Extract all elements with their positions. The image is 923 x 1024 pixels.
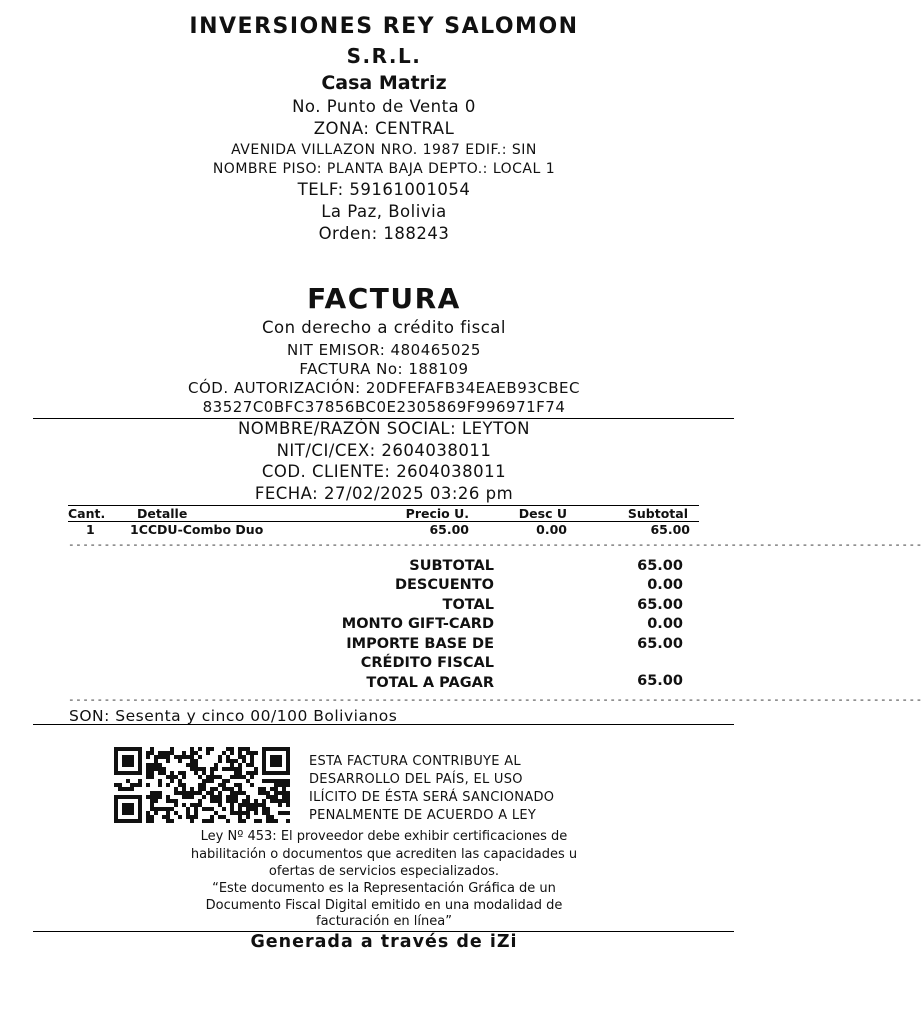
invoice-number: FACTURA No: 188109: [299, 360, 469, 378]
subtotal-value: 65.00: [637, 558, 683, 574]
discount-label: DESCUENTO: [394, 577, 494, 593]
company-name-line1: INVERSIONES REY SALOMON: [189, 14, 579, 39]
law-453-line3: ofertas de servicios especializados.: [268, 864, 500, 879]
company-name-line2: S.R.L.: [346, 44, 422, 68]
amount-in-words: SON: Sesenta y cinco 00/100 Bolivianos: [69, 707, 398, 725]
branch-name: Casa Matriz: [321, 72, 447, 94]
column-header-subtotal: Subtotal: [627, 506, 688, 521]
legal-notice-line: ESTA FACTURA CONTRIBUYE AL: [309, 754, 521, 769]
column-header-qty: Cant.: [68, 506, 106, 521]
item-price: 65.00: [429, 522, 469, 537]
tax-base-label-line1: IMPORTE BASE DE: [346, 636, 494, 652]
invoice-title: FACTURA: [307, 282, 461, 315]
representation-line1: “Este documento es la Representación Gráfica de un: [212, 881, 556, 896]
total-label: TOTAL: [442, 597, 494, 613]
total-to-pay-value: 65.00: [637, 673, 683, 689]
qr-code-icon: [114, 747, 290, 823]
representation-line2: Documento Fiscal Digital emitido en una modalidad de: [205, 898, 563, 913]
item-detail: 1CCDU-Combo Duo: [130, 522, 264, 537]
giftcard-label: MONTO GIFT-CARD: [341, 616, 494, 632]
address-line2: NOMBRE PISO: PLANTA BAJA DEPTO.: LOCAL 1: [212, 161, 556, 177]
dashed-divider: ------------------------------------------------------------------------------------------------------------------------: [68, 538, 923, 551]
law-453-line1: Ley Nº 453: El proveedor debe exhibir certificaciones de: [200, 829, 568, 844]
authorization-code-line2: 83527C0BFC37856BC0E2305869F996971F74: [202, 398, 566, 416]
legal-notice-line: PENALMENTE DE ACUERDO A LEY: [309, 808, 537, 823]
address-line1: AVENIDA VILLAZON NRO. 1987 EDIF.: SIN: [231, 142, 537, 158]
qr-finder-pattern: [114, 795, 142, 823]
legal-notice-line: ILÍCITO DE ÉSTA SERÁ SANCIONADO: [309, 790, 555, 805]
divider: [33, 724, 734, 725]
nit-emisor: NIT EMISOR: 480465025: [287, 341, 481, 359]
point-of-sale: No. Punto de Venta 0: [292, 97, 476, 116]
legal-notice: [309, 753, 554, 825]
zone: ZONA: CENTRAL: [313, 119, 455, 138]
representation-line3: facturación en línea”: [316, 914, 452, 929]
customer-name: NOMBRE/RAZÓN SOCIAL: LEYTON: [237, 419, 531, 438]
phone: TELF: 59161001054: [297, 180, 471, 199]
item-discount: 0.00: [536, 522, 567, 537]
dashed-divider: ------------------------------------------------------------------------------------------------------------------------: [68, 693, 923, 706]
tax-base-value: 65.00: [637, 636, 683, 652]
total-to-pay-label: TOTAL A PAGAR: [366, 675, 494, 691]
qr-finder-pattern: [262, 747, 290, 775]
column-header-price: Precio U.: [405, 506, 469, 521]
item-qty: 1: [86, 522, 95, 537]
authorization-code-line1: CÓD. AUTORIZACIÓN: 20DFEFAFB34EAEB93CBEC: [187, 379, 580, 397]
customer-nit: NIT/CI/CEX: 2604038011: [276, 441, 492, 460]
client-code: COD. CLIENTE: 2604038011: [261, 462, 507, 481]
tax-base-label-line2: CRÉDITO FISCAL: [360, 655, 494, 671]
city: La Paz, Bolivia: [321, 202, 447, 221]
order-number: Orden: 188243: [318, 224, 450, 243]
qr-finder-pattern: [114, 747, 142, 775]
law-453-line2: habilitación o documentos que acrediten las capacidades u: [190, 847, 578, 862]
discount-value: 0.00: [647, 577, 683, 593]
legal-notice-line: DESARROLLO DEL PAÍS, EL USO: [309, 772, 523, 787]
total-value: 65.00: [637, 597, 683, 613]
subtotal-label: SUBTOTAL: [409, 558, 494, 574]
item-subtotal: 65.00: [650, 522, 690, 537]
column-header-discount: Desc U: [518, 506, 567, 521]
column-header-detail: Detalle: [137, 506, 188, 521]
giftcard-value: 0.00: [647, 616, 683, 632]
generated-by: Generada a través de iZi: [250, 932, 518, 952]
invoice-subtitle: Con derecho a crédito fiscal: [261, 318, 506, 337]
invoice-date: FECHA: 27/02/2025 03:26 pm: [254, 484, 514, 503]
